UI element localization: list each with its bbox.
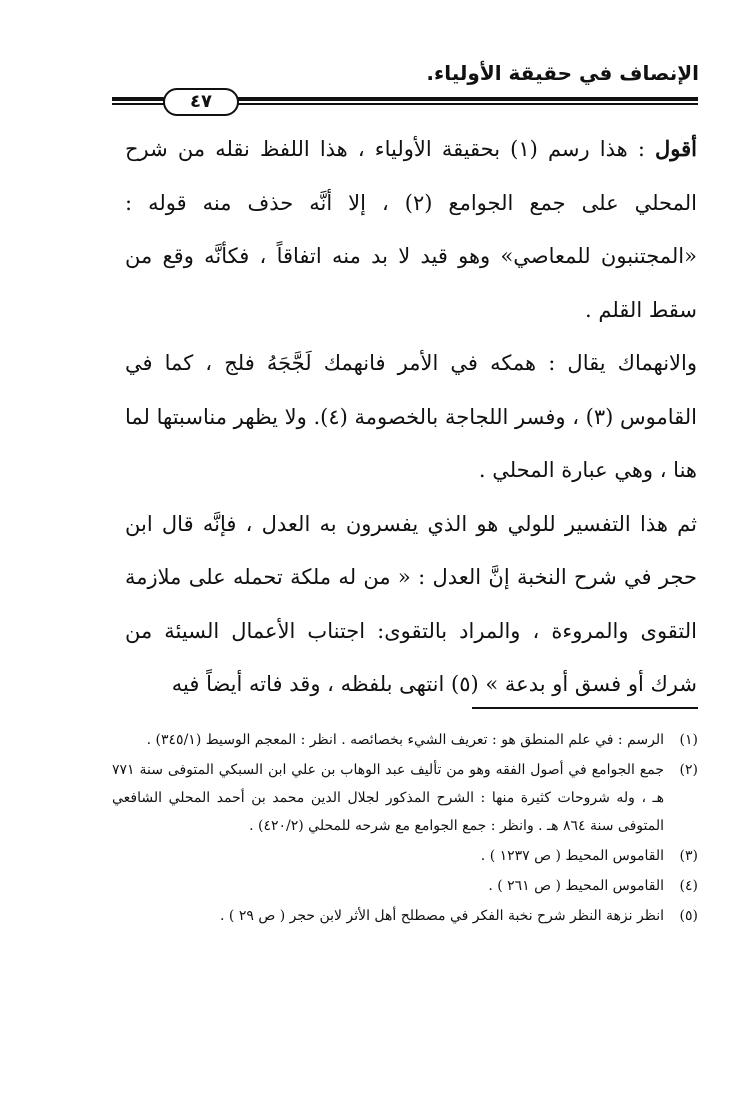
footnote-text: القاموس المحيط ( ص ٢٦١ ) . [488, 878, 664, 894]
paragraph-text: ثم هذا التفسير للولي هو الذي يفسرون به العدل ، فإنَّه قال ابن حجر في شرح النخبة إنَّ العدل : « من له ملكة تحمله على ملازمة التقوى والمروءة ، والمراد بالتقوى: اجتناب الأعمال السيئة من شرك أو فسق أو بدعة » (٥) انتهى بلفظه ، وقد فاته أيضاً فيه [125, 511, 697, 696]
paragraph-2 [125, 337, 697, 498]
footnote-text: جمع الجوامع في أصول الفقه وهو من تأليف عبد الوهاب بن علي ابن السبكي المتوفى سنة ٧٧١ هـ ، وله شروحات كثيرة منها : الشرح المذكور لجلال الدين محمد بن أحمد المحلي الشافعي المتوفى سنة ٨٦٤ هـ . وانظر : جمع الجوامع مع شرحه للمحلي (٤٢٠/٢) . [112, 762, 664, 834]
footnote-number: (٥) [679, 908, 698, 924]
footnote-text: الرسم : في علم المنطق هو : تعريف الشيء بخصائصه . انظر : المعجم الوسيط (٣٤٥/١) . [146, 732, 664, 748]
footnote-text: انظر نزهة النظر شرح نخبة الفكر في مصطلح أهل الأثر لابن حجر ( ص ٢٩ ) . [220, 908, 664, 924]
footnote-number: (١) [679, 732, 698, 748]
footnote [112, 842, 698, 870]
footnote-number: (٢) [679, 762, 698, 778]
page-number: ٤٧ [163, 88, 239, 116]
footnote-number: (٤) [679, 878, 698, 894]
paragraph-3 [125, 498, 697, 712]
footnote-text: القاموس المحيط ( ص ١٢٣٧ ) . [480, 848, 664, 864]
main-text [125, 122, 697, 712]
footnote [112, 902, 698, 930]
footnote [112, 756, 698, 840]
footnote-separator [472, 707, 698, 710]
paragraph-lead: أقول [655, 136, 697, 161]
footnote [112, 726, 698, 754]
paragraph-1 [125, 122, 697, 337]
footnotes [112, 726, 698, 932]
running-title: الإنصاف في حقيقة الأولياء. [426, 61, 699, 85]
footnote-number: (٣) [679, 848, 698, 864]
footnote [112, 872, 698, 900]
paragraph-text: والانهماك يقال : همكه في الأمر فانهمك لَجَّجَهُ فلج ، كما في القاموس (٣) ، وفسر اللجاجة بالخصومة (٤). ولا يظهر مناسبتها لما هنا ، وهي عبارة المحلي . [125, 351, 698, 482]
paragraph-text: : هذا رسم (١) بحقيقة الأولياء ، هذا اللفظ نقله من شرح المحلي على جمع الجوامع (٢) ، إلا أنَّه حذف منه قوله : «المجتنبون للمعاصي» وهو قيد لا بد منه اتفاقاً ، فكأنَّه وقع من سقط القلم . [125, 137, 697, 322]
